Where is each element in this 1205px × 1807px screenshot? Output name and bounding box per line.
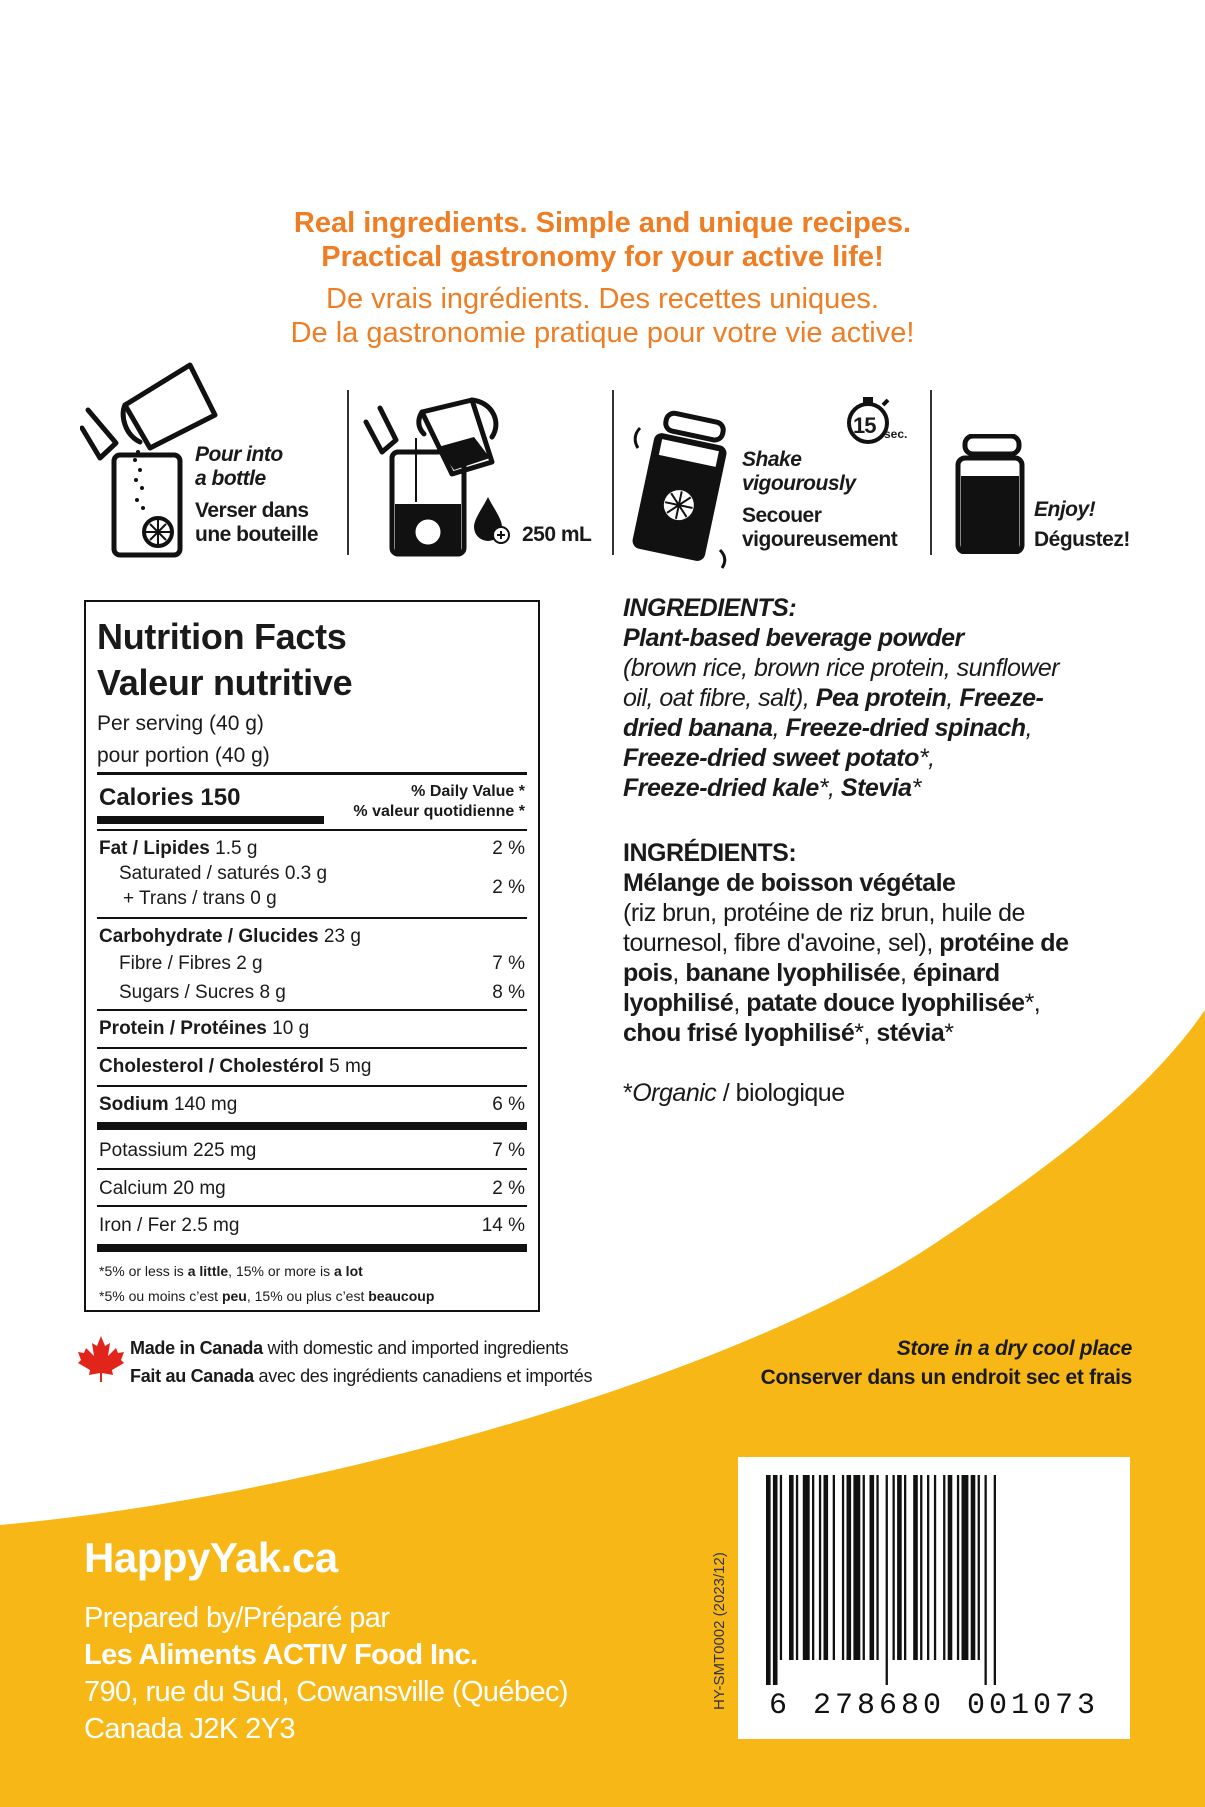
barcode-bar [897,1475,902,1660]
timer-unit: sec. [884,427,908,441]
tagline-fr-line2: De la gastronomie pratique pour votre vie active! [290,317,915,349]
nutrient-row-calcium: Calcium 20 mg 2 % [99,1178,525,1199]
footnote-fr: *5% ou moins c’est peu, 15% ou plus c’est beaucoup [99,1288,435,1304]
step-enjoy-en: Enjoy! [1034,498,1096,521]
tagline-fr-line1: De vrais ingrédients. Des recettes uniques. [326,283,879,315]
tagline-en-line1: Real ingredients. Simple and unique recipes. [293,207,912,239]
storage-instructions [761,1334,1132,1392]
barcode-bar [847,1475,852,1660]
step-enjoy-fr: Dégustez! [1034,528,1130,551]
barcode-bars [766,1475,1102,1685]
rule [97,1205,527,1207]
barcode-bar [994,1475,996,1685]
barcode-bar [978,1475,980,1660]
nutrient-row-cholesterol: Cholesterol / Cholestérol 5 mg [99,1056,372,1077]
step-pour-fr-2: une bouteille [195,523,319,546]
step-pour-fr-1: Verser dans [195,499,309,522]
step-divider [612,390,614,555]
product-code: HY-SMT0002 (2023/12) [711,1552,728,1710]
storage-fr: Conserver dans un endroit sec et frais [760,1366,1132,1389]
barcode-bar [842,1475,844,1660]
barcode-bar [934,1475,936,1660]
step-shake-en-2: vigourously [742,472,856,495]
barcode-bar [773,1475,778,1685]
website-link[interactable]: HappyYak.ca [84,1534,338,1581]
nutrient-row-carbohydrate: Carbohydrate / Glucides 23 g [99,926,361,947]
ingredients-fr-heading: INGRÉDIENTS: [623,839,797,867]
barcode-bar [789,1475,794,1660]
barcode-bar [863,1475,865,1660]
rule [97,1047,527,1049]
step-pour-en-1: Pour into [195,443,283,466]
barcode-bar [957,1475,959,1660]
step-shake-fr-2: vigoureusement [742,528,898,551]
step-enjoy-text [1034,498,1130,552]
company-name: Les Aliments ACTIV Food Inc. [84,1639,478,1671]
serving-size-en: Per serving (40 g) [97,712,264,735]
rule [97,829,527,831]
barcode-bar [886,1475,888,1685]
nutrition-facts-panel [84,600,540,1312]
timer-value: 15 [853,413,876,438]
nutrient-row-sodium: Sodium 140 mg 6 % [99,1094,525,1115]
step-shake-en-1: Shake [742,448,802,471]
postal-address: Canada J2K 2Y3 [84,1713,295,1745]
step-pour-en-2: a bottle [195,467,266,490]
barcode-bar [876,1475,878,1660]
thick-rule [97,1122,527,1130]
barcode-bar [913,1475,918,1660]
barcode-bar [927,1475,929,1660]
rule [97,1085,527,1087]
nutrient-row-trans: + Trans / trans 0 g 2 % [123,877,525,909]
nutrition-title-fr: Valeur nutritive [97,662,353,703]
barcode-bar [796,1475,798,1660]
nutrient-row-protein: Protein / Protéines 10 g [99,1018,310,1039]
daily-value-fr: % valeur quotidienne * [353,803,525,820]
barcode-bar [766,1475,771,1685]
maple-leaf-icon [76,1334,126,1384]
ingredients-french: INGRÉDIENTS: Mélange de boisson végétale (riz brun, protéine de riz brun, huile de tournesol, fibre d'avoine, sel), protéine de pois, banane lyophilisée, épinard lyophilisé, patate douce lyophilisée*, chou frisé lyophilisé*, stévia* [623,839,1069,1047]
nutrient-row-potassium: Potassium 225 mg 7 % [99,1140,525,1161]
barcode-bar [853,1475,860,1660]
thick-rule [97,1244,527,1252]
prepared-by-label: Prepared by/Préparé par [84,1602,390,1634]
full-bottle-icon [955,434,1025,554]
step-divider [347,390,349,555]
made-in-canada: Made in Canada with domestic and imported ingredients Fait au Canada avec des ingrédients canadiens et importés [130,1338,593,1386]
step-shake-text [742,448,897,552]
barcode-bar [819,1475,821,1660]
ingredients-english: INGREDIENTS: Plant-based beverage powder (brown rice, brown rice protein, sunflower oil, oat fibre, salt), Pea protein, Freeze-dried banana, Freeze-dried spinach, Freeze-dried sweet potato*, Freeze-dried kale*, Stevia* [623,594,1060,802]
barcode-bar [971,1475,976,1660]
rule [97,772,527,775]
serving-size-fr: pour portion (40 g) [97,744,270,767]
water-amount-label: 250 mL [522,523,592,546]
footnote-en: *5% or less is a little, 15% or more is a lot [99,1263,363,1279]
nutrition-title [97,614,352,706]
barcode-bar [803,1475,810,1660]
barcode-bar [985,1475,987,1685]
nutrition-title-en: Nutrition Facts [97,616,347,657]
organic-note: *Organic / biologique [623,1079,845,1107]
barcode-bar [962,1475,969,1660]
tagline-french [0,282,1205,350]
shake-bottle-icon [630,410,730,570]
barcode [738,1457,1130,1739]
calories-bar [97,816,324,824]
barcode-bar [943,1475,945,1660]
water-drop-icon [470,495,510,547]
step-pour-text [195,443,318,547]
rule [97,917,527,919]
storage-en: Store in a dry cool place [896,1337,1132,1360]
daily-value-en: % Daily Value * [411,783,525,800]
barcode-bar [870,1475,875,1660]
producer-address [84,1600,568,1748]
street-address: 790, rue du Sud, Cowansville (Québec) [84,1676,568,1708]
step-shake-fr-1: Secouer [742,504,822,527]
rule [97,1168,527,1170]
barcode-bar [948,1475,953,1660]
tagline-en-line2: Practical gastronomy for your active life! [321,241,884,273]
tagline-english [0,206,1205,274]
barcode-bar [812,1475,814,1660]
barcode-bar [893,1475,895,1660]
barcode-bar [904,1475,906,1660]
barcode-bar [833,1475,835,1660]
barcode-bar [780,1475,782,1660]
nutrient-row-fat: Fat / Lipides 1.5 g 2 % [99,838,525,859]
ingredients-en-heading: INGREDIENTS: [623,594,797,622]
calories: Calories 150 [99,784,241,811]
step-divider [930,390,932,555]
nutrient-row-saturated: Saturated / saturés 0.3 g [119,863,328,884]
nutrient-row-fibre: Fibre / Fibres 2 g 7 % [119,953,525,974]
nutrient-row-sugars: Sugars / Sucres 8 g 8 % [119,982,525,1003]
rule [97,1009,527,1011]
barcode-bar [824,1475,829,1660]
nutrient-row-iron: Iron / Fer 2.5 mg 14 % [99,1215,525,1236]
barcode-bar [920,1475,922,1660]
barcode-number: 6 278680 001073 [768,1689,1100,1723]
daily-value-header [353,782,525,822]
